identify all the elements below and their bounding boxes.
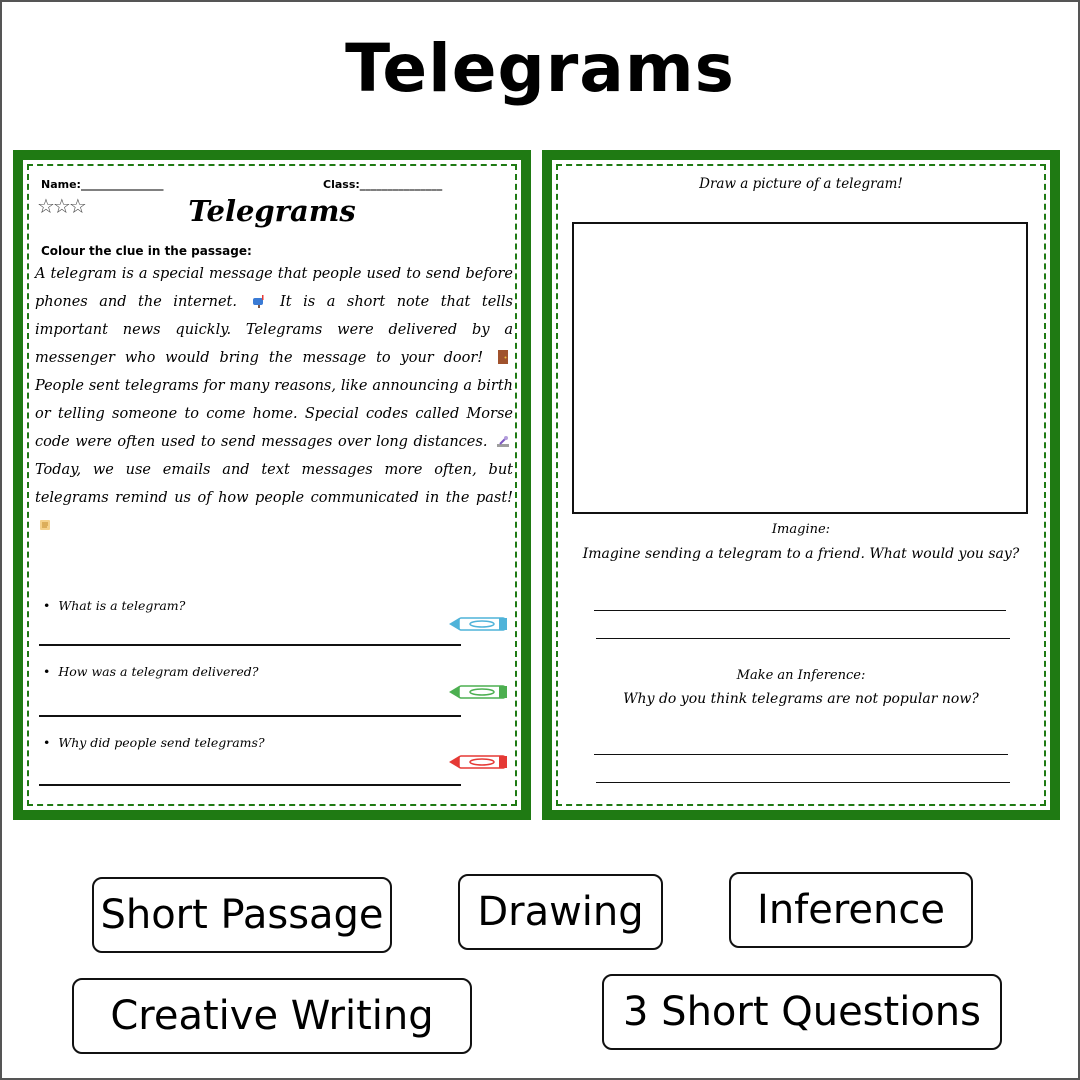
inference-answer-line-1	[594, 754, 1008, 755]
inference-answer-line-2	[596, 782, 1010, 783]
inference-label: Make an Inference:	[736, 668, 866, 683]
question-3: • Why did people send telegrams?	[43, 735, 265, 750]
blue-crayon-icon	[449, 616, 509, 632]
tag-inference: Inference	[729, 872, 973, 948]
imagine-answer-line-1	[594, 610, 1006, 611]
worksheet-left-page	[23, 160, 521, 810]
telegraph-key-icon	[496, 434, 510, 448]
worksheet-right-page	[552, 160, 1050, 810]
name-field-label: Name:_______________	[41, 178, 164, 191]
imagine-prompt: Imagine sending a telegram to a friend. What would you say?	[582, 546, 1020, 562]
tag-3-short-questions: 3 Short Questions	[602, 974, 1002, 1050]
reading-passage	[35, 260, 513, 540]
scroll-icon	[38, 518, 52, 532]
question-2: • How was a telegram delivered?	[43, 664, 258, 679]
question-1: • What is a telegram?	[43, 598, 185, 613]
draw-prompt: Draw a picture of a telegram!	[699, 176, 903, 192]
passage-part-2: It is a short note that tells important news quickly. Telegrams were delivered by a messenger who would bring the message to your door!	[35, 294, 513, 366]
green-crayon-icon	[449, 684, 509, 700]
inference-prompt: Why do you think telegrams are not popular now?	[623, 691, 979, 707]
answer-line-3	[39, 784, 461, 786]
star-rating-icon: ☆☆☆	[37, 194, 85, 218]
mailbox-icon	[252, 294, 266, 308]
tag-short-passage: Short Passage	[92, 877, 392, 953]
answer-line-1	[39, 644, 461, 646]
imagine-answer-line-2	[596, 638, 1010, 639]
tag-drawing: Drawing	[458, 874, 663, 950]
imagine-label: Imagine:	[771, 522, 831, 537]
worksheet-left-preview	[13, 150, 531, 820]
drawing-box	[572, 222, 1028, 514]
passage-part-1: A telegram is a special message that people used to send before phones and the internet.	[35, 266, 513, 310]
worksheet-title: Telegrams	[188, 194, 356, 228]
class-field-label: Class:_______________	[323, 178, 443, 191]
tag-creative-writing: Creative Writing	[72, 978, 472, 1054]
passage-part-3: People sent telegrams for many reasons, like announcing a birth or telling someone to come home. Special codes called Morse code were often used to send messages over long distances.	[35, 378, 513, 450]
passage-part-4: Today, we use emails and text messages more often, but telegrams remind us of how people communicated in the past!	[35, 462, 513, 506]
answer-line-2	[39, 715, 461, 717]
red-crayon-icon	[449, 754, 509, 770]
worksheet-right-preview	[542, 150, 1060, 820]
clue-instruction: Colour the clue in the passage:	[41, 244, 252, 258]
page-title: Telegrams	[345, 30, 735, 107]
door-icon	[496, 350, 510, 364]
